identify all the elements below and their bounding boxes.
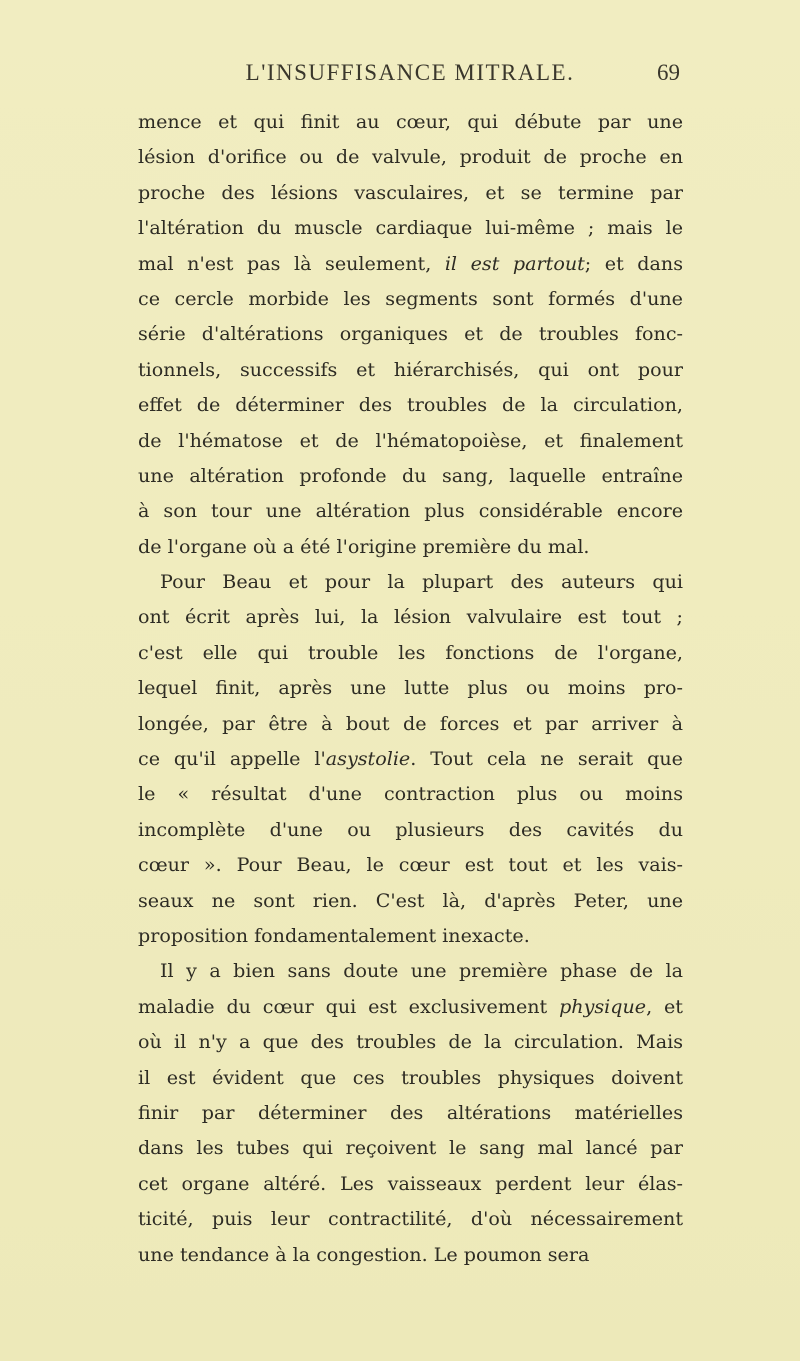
text-run: dans les tubes qui reçoivent le sang mal lancé par — [138, 1136, 683, 1160]
text-line — [138, 883, 683, 918]
text-run: lésion d'orifice ou de valvule, produit de proche en — [138, 145, 683, 169]
text-run: tionnels, successifs et hiérarchisés, qui ont pour — [138, 357, 683, 381]
body-text — [138, 104, 683, 1272]
text-line — [138, 564, 683, 599]
text-line — [138, 741, 683, 776]
text-line — [138, 670, 683, 705]
text-run: longée, par être à bout de forces et par arriver à — [138, 711, 683, 735]
text-run: incomplète d'une ou plusieurs des cavités du — [138, 817, 683, 841]
text-line — [138, 352, 683, 387]
text-run: l'altération du muscle cardiaque lui-même ; mais le — [138, 216, 683, 240]
text-run: le « résultat d'une contraction plus ou moins — [138, 782, 683, 806]
text-run: lequel finit, après une lutte plus ou moins pro- — [138, 676, 683, 700]
italic-text-run: asystolie — [325, 747, 411, 771]
text-line — [138, 529, 683, 564]
text-run: mal n'est pas là seulement, — [138, 251, 445, 275]
text-run: seaux ne sont rien. C'est là, d'après Peter, une — [138, 888, 683, 912]
text-line — [138, 387, 683, 422]
text-line — [138, 918, 683, 953]
text-line — [138, 104, 683, 139]
text-run: une tendance à la congestion. Le poumon sera — [138, 1242, 590, 1266]
page-number: 69 — [657, 60, 680, 85]
text-line — [138, 1130, 683, 1165]
text-run: de l'organe où a été l'origine première du mal. — [138, 534, 590, 558]
text-run: , et — [646, 994, 683, 1018]
text-run: à son tour une altération plus considérable encore — [138, 499, 683, 523]
italic-text-run: physique — [559, 994, 647, 1018]
text-line — [138, 706, 683, 741]
text-line — [138, 989, 683, 1024]
text-line — [138, 1024, 683, 1059]
text-run: où il n'y a que des troubles de la circulation. Mais — [138, 1030, 683, 1054]
italic-text-run: il est partout — [444, 251, 585, 275]
text-run: une altération profonde du sang, laquelle entraîne — [138, 463, 683, 487]
running-title: L'INSUFFISANCE MITRALE. — [245, 60, 575, 85]
text-line — [138, 246, 683, 281]
text-run: finir par déterminer des altérations matérielles — [138, 1100, 683, 1124]
text-line — [138, 1095, 683, 1130]
text-line — [138, 281, 683, 316]
text-line — [138, 847, 683, 882]
text-run: ticité, puis leur contractilité, d'où nécessairement — [138, 1207, 683, 1231]
text-line — [138, 1166, 683, 1201]
text-run: maladie du cœur qui est exclusivement — [138, 994, 560, 1018]
text-line — [138, 423, 683, 458]
text-run: proche des lésions vasculaires, et se termine par — [138, 180, 683, 204]
text-run: cet organe altéré. Les vaisseaux perdent leur élas- — [138, 1171, 683, 1195]
text-line — [138, 1060, 683, 1095]
text-run: ; et dans — [584, 251, 684, 275]
text-line — [138, 493, 683, 528]
text-run: c'est elle qui trouble les fonctions de l'organe, — [138, 640, 683, 664]
text-line — [138, 1237, 683, 1272]
text-line — [138, 776, 683, 811]
text-run: proposition fondamentalement inexacte. — [138, 923, 530, 947]
text-run: ont écrit après lui, la lésion valvulaire est tout ; — [138, 605, 683, 629]
text-run: ce cercle morbide les segments sont formés d'une — [138, 286, 683, 310]
text-line — [138, 812, 683, 847]
text-line — [138, 139, 683, 174]
text-run: . Tout cela ne serait que — [410, 747, 683, 771]
text-line — [138, 599, 683, 634]
text-run: Pour Beau et pour la plupart des auteurs qui — [160, 570, 683, 594]
page-header — [140, 56, 680, 96]
text-line — [138, 316, 683, 351]
text-line — [138, 175, 683, 210]
text-run: effet de déterminer des troubles de la circulation, — [138, 393, 683, 417]
text-line — [138, 458, 683, 493]
text-run: cœur ». Pour Beau, le cœur est tout et les vais- — [138, 853, 683, 877]
text-run: mence et qui finit au cœur, qui débute par une — [138, 110, 683, 133]
text-run: Il y a bien sans doute une première phase de la — [160, 959, 683, 983]
text-run: de l'hématose et de l'hématopoièse, et finalement — [138, 428, 683, 452]
text-run: ce qu'il appelle l' — [138, 747, 326, 771]
text-line — [138, 210, 683, 245]
text-run: il est évident que ces troubles physiques doivent — [138, 1065, 683, 1089]
text-line — [138, 1201, 683, 1236]
text-line — [138, 953, 683, 988]
text-run: série d'altérations organiques et de troubles fonc- — [138, 322, 683, 346]
text-line — [138, 635, 683, 670]
